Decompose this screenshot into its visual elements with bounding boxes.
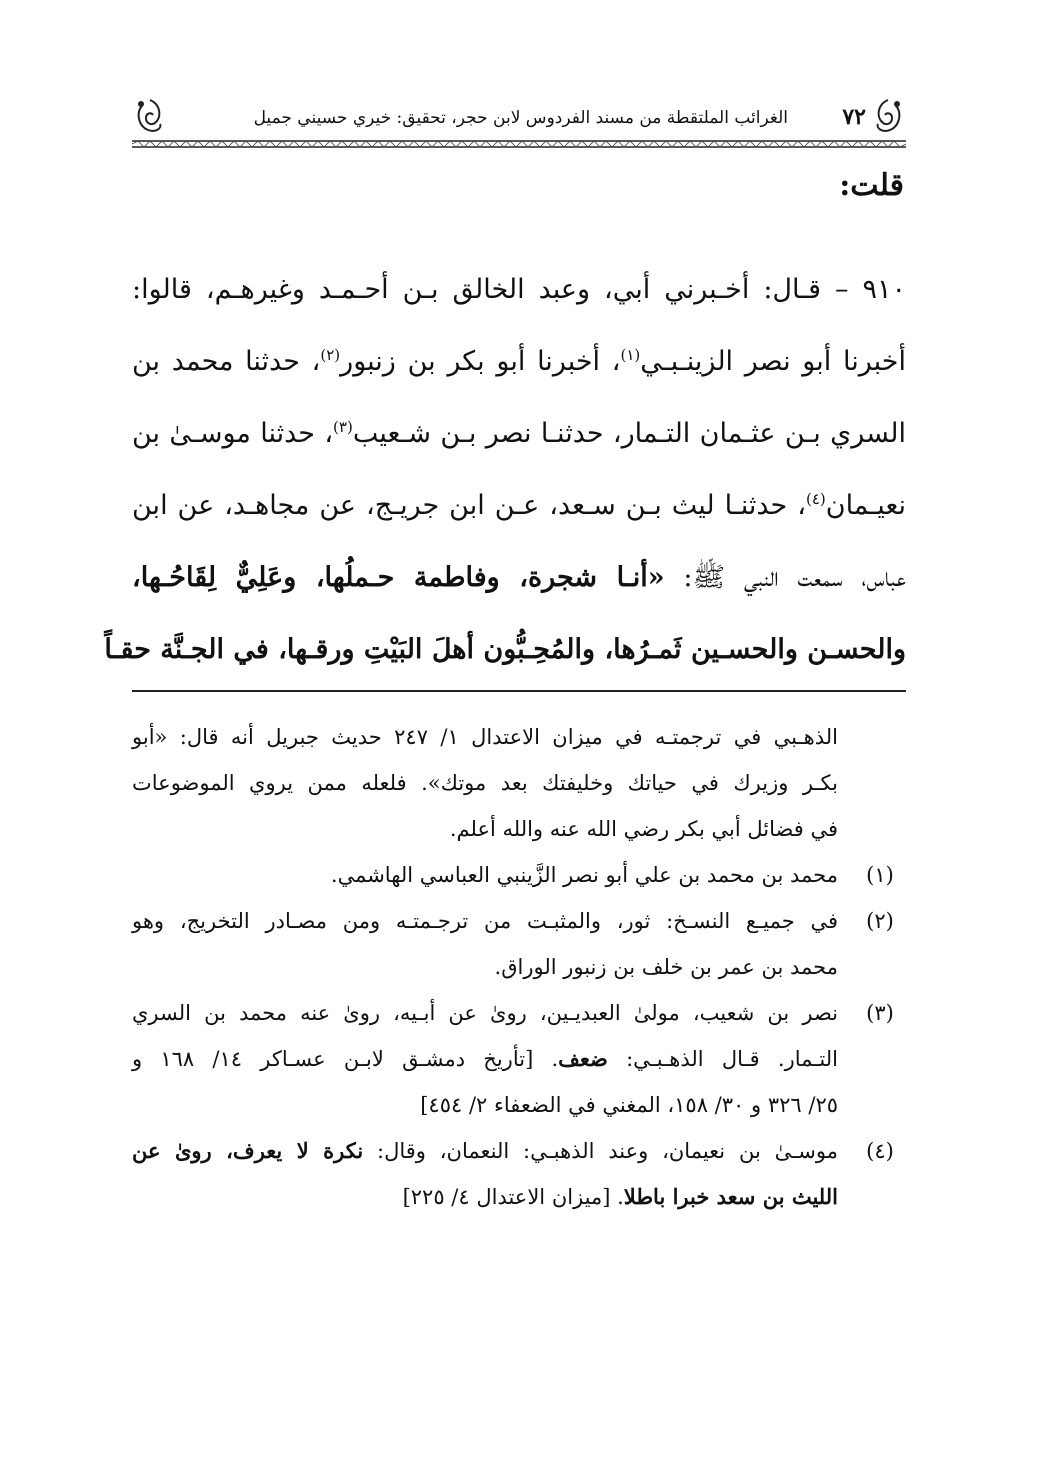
page-header [132,96,906,152]
body-line-5: عباس، سمعت النبي ﷺ: «أنـا شجرة، وفاطمة حـملُها، وعَلِيٌّ لِقَاحُـها، [132,562,906,593]
footnote-4: (٤) موسـىٰ بن نعيمان، وعند الذهبـي: النعمان، وقال: نكرة لا يعرف، روىٰ عن الليث بن سعد خبرا باطلا. [ميزان الاعتدال ٤/ ٢٢٥] [132,1128,906,1220]
footnote-number: (١) [866,863,894,887]
footnote-number: (٤) [866,1139,894,1163]
running-title: الغرائب الملتقطة من مسند الفردوس لابن حجر، تحقيق: خيري حسيني جميل [253,108,788,128]
footnotes [132,700,906,1220]
footnote-ref-2[interactable]: (٢) [320,346,341,364]
main-text [104,254,907,686]
right-ornament-icon [870,96,906,136]
footnote-3: (٣) نصر بن شعيب، مولىٰ العبديـين، روىٰ عن أبـيه، روىٰ عنه محمد بن السري التـمار. قـال الذهـبـي: ضعف. [تأريخ دمشـق لابـن عسـاكر ١٤/ ١٦٨ و ٢٥/ ٣٢٦ و ٣٠/ ١٥٨، المغني في الضعفاء ٢/ ٤٥٤] [132,990,906,1128]
header-rule [132,140,906,148]
footnote-separator [132,690,906,692]
body-line-4: نعيـمان$^{(٤)}$، حدثنـا ليث بـن سـعد، عـن ابن جريـج، عن مجاهـد، عن ابن [132,490,906,521]
body-line-2: أخبرنا أبو نصر الزينـبـي$^{(١)}$، أخبرنا أبو بكر بن زنبور$^{(٢)}$، حدثنا محمد بن [132,346,906,377]
footnote-number: (٣) [866,1001,894,1025]
carried-footnote: الذهـبي في ترجمتـه في ميزان الاعتدال ١/ ٢٤٧ حديث جبريل أنه قال: «أبو بكـر وزيرك في حياتك وخليفتك بعد موتك». فلعله ممن يروي الموضوعات في فضائل أبي بكر رضي الله عنه والله أعلم. [132,725,838,841]
footnote-ref-4[interactable]: (٤) [805,490,826,508]
section-heading: قلت: [839,168,904,203]
footnote-ref-1[interactable]: (١) [620,346,641,364]
body-line-6: والحسـن والحسـين ثَمـرُها، والمُحِـبُّون أهلَ البَيْتِ ورقـها، في الجـنَّة حقـاً [104,634,906,665]
body-line-1: ٩١٠ – قـال: أخـبرني أبي، وعبد الخالق بـن أحـمـد وغيرهـم، قالوا: [132,274,906,305]
footnote-1: (١) محمد بن محمد بن علي أبو نصر الزَّينبي العباسي الهاشمي. [132,852,906,898]
footnote-number: (٢) [866,909,894,933]
hadith-quote: «أنـا شجرة، وفاطمة حـملُها، وعَلِيٌّ لِقَاحُـها، [132,562,665,593]
footnote-ref-3[interactable]: (٣) [333,418,353,436]
footnote-2: (٢) في جميـع النسـخ: ثور، والمثبـت من ترجـمتـه ومن مصـادر التخريج، وهو محمد بن عمر بن خلف بن زنبور الوراق. [132,898,906,990]
page-number: ٧٢ [842,104,866,130]
left-ornament-icon [132,96,168,136]
body-line-3: السري بـن عثـمان التـمار، حدثنـا نصر بـن شـعيب$^{(٣)}$، حدثنا موسـىٰ بن [132,418,907,449]
